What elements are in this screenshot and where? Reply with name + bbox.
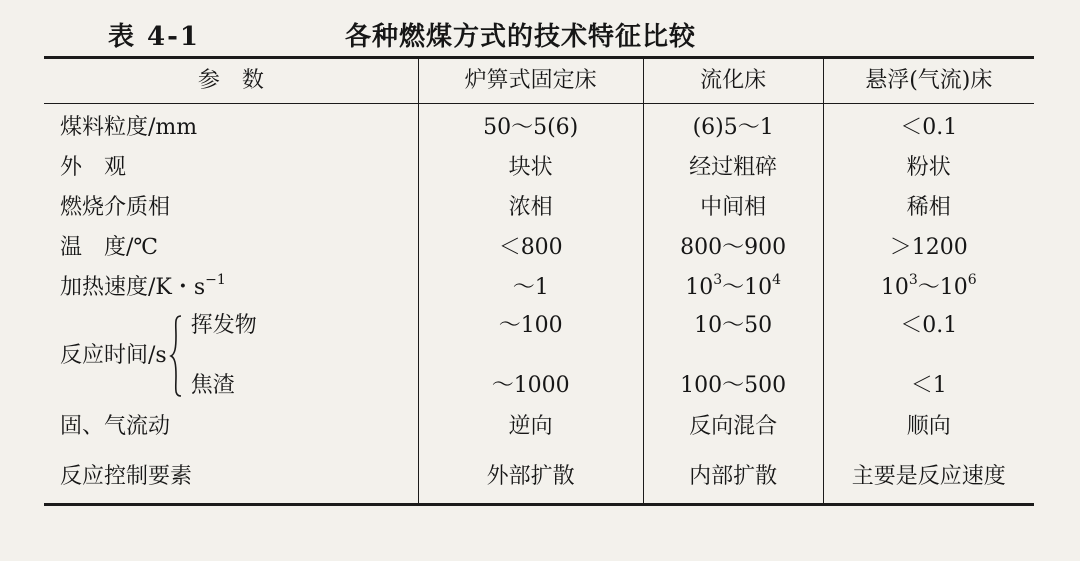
table-caption: [0, 10, 1080, 54]
table-title: 各种燃煤方式的技术特征比较: [345, 22, 697, 52]
table-row: [44, 104, 1034, 149]
susp-cell: 顺向: [823, 404, 1034, 450]
fluid-cell: 反向混合: [643, 404, 823, 450]
fixed-cell: 50～5(6): [418, 104, 643, 149]
susp-cell: [823, 268, 1034, 308]
fluid-cell: 中间相: [643, 188, 823, 228]
susp-cell: 主要是反应速度: [823, 450, 1034, 505]
table-row: [44, 228, 1034, 268]
sub-label-volatiles: 挥发物: [190, 313, 257, 338]
param-text: 加热速度/K・s: [60, 275, 206, 300]
fixed-cell: ＜800: [418, 228, 643, 268]
fluid-cell: (6)5～1: [643, 104, 823, 149]
fluid-values: [644, 315, 823, 397]
param-cell: 外 观: [60, 155, 127, 180]
fluid-char: 100～500: [680, 373, 787, 398]
fixed-cell: ～1: [418, 268, 643, 308]
header-row: [44, 58, 1034, 104]
param-cell: 反应控制要素: [60, 463, 193, 489]
susp-char: ＜1: [910, 373, 947, 398]
fixed-cell: 浓相: [418, 188, 643, 228]
susp-cell: 稀相: [823, 188, 1034, 228]
fixed-volatiles: ～100: [498, 313, 563, 338]
susp-values: [824, 315, 1034, 397]
fluid-cell: 800～900: [643, 228, 823, 268]
reaction-time-items: [191, 315, 257, 397]
param-cell: [44, 268, 418, 308]
fixed-values: [419, 315, 643, 397]
table-row: [44, 148, 1034, 188]
susp-volatiles: ＜0.1: [900, 313, 958, 338]
fluid-volatiles: 10～50: [694, 313, 773, 338]
fixed-char: ～1000: [491, 373, 570, 398]
header-suspension-bed: 悬浮(气流)床: [823, 58, 1034, 104]
susp-cell: 粉状: [823, 148, 1034, 188]
table-number: 表 4-1: [108, 22, 201, 52]
param-cell: 固、气流动: [60, 414, 171, 439]
fluid-base1: 10: [685, 275, 714, 300]
fixed-cell: 逆向: [418, 404, 643, 450]
reaction-time-label: 反应时间/s: [60, 343, 167, 368]
fluid-cell: 经过粗碎: [643, 148, 823, 188]
susp-mid: ～10: [917, 275, 968, 300]
susp-cell: ＜0.1: [823, 104, 1034, 149]
param-superscript: −1: [205, 272, 226, 288]
fluid-sup1: 3: [713, 272, 723, 288]
susp-sup2: 6: [967, 272, 977, 288]
fluid-sup2: 4: [772, 272, 782, 288]
fluid-cell: [643, 308, 823, 404]
table-row: [44, 268, 1034, 308]
fluid-cell: [643, 268, 823, 308]
susp-base1: 10: [880, 275, 909, 300]
table-row: [44, 450, 1034, 505]
table-row: [44, 308, 1034, 404]
susp-sup1: 3: [908, 272, 918, 288]
table-row: [44, 188, 1034, 228]
fixed-cell: 外部扩散: [418, 450, 643, 505]
fluid-mid: ～10: [722, 275, 773, 300]
header-fluidized-bed: 流化床: [643, 58, 823, 104]
param-cell: 燃烧介质相: [60, 195, 171, 220]
param-cell: 煤料粒度/mm: [60, 115, 198, 140]
susp-cell: ＞1200: [823, 228, 1034, 268]
left-brace-icon: [169, 314, 183, 398]
header-param: 参 数: [44, 58, 418, 104]
fixed-cell: 块状: [418, 148, 643, 188]
comparison-table: [44, 56, 1034, 506]
fixed-cell: [418, 308, 643, 404]
header-fixed-bed: 炉箅式固定床: [418, 58, 643, 104]
sub-label-char: 焦渣: [190, 373, 235, 398]
susp-cell: [823, 308, 1034, 404]
fluid-cell: 内部扩散: [643, 450, 823, 505]
param-cell: [44, 308, 418, 404]
reaction-time-group: [60, 310, 418, 402]
param-cell: 温 度/℃: [60, 235, 159, 260]
table-row: [44, 404, 1034, 450]
